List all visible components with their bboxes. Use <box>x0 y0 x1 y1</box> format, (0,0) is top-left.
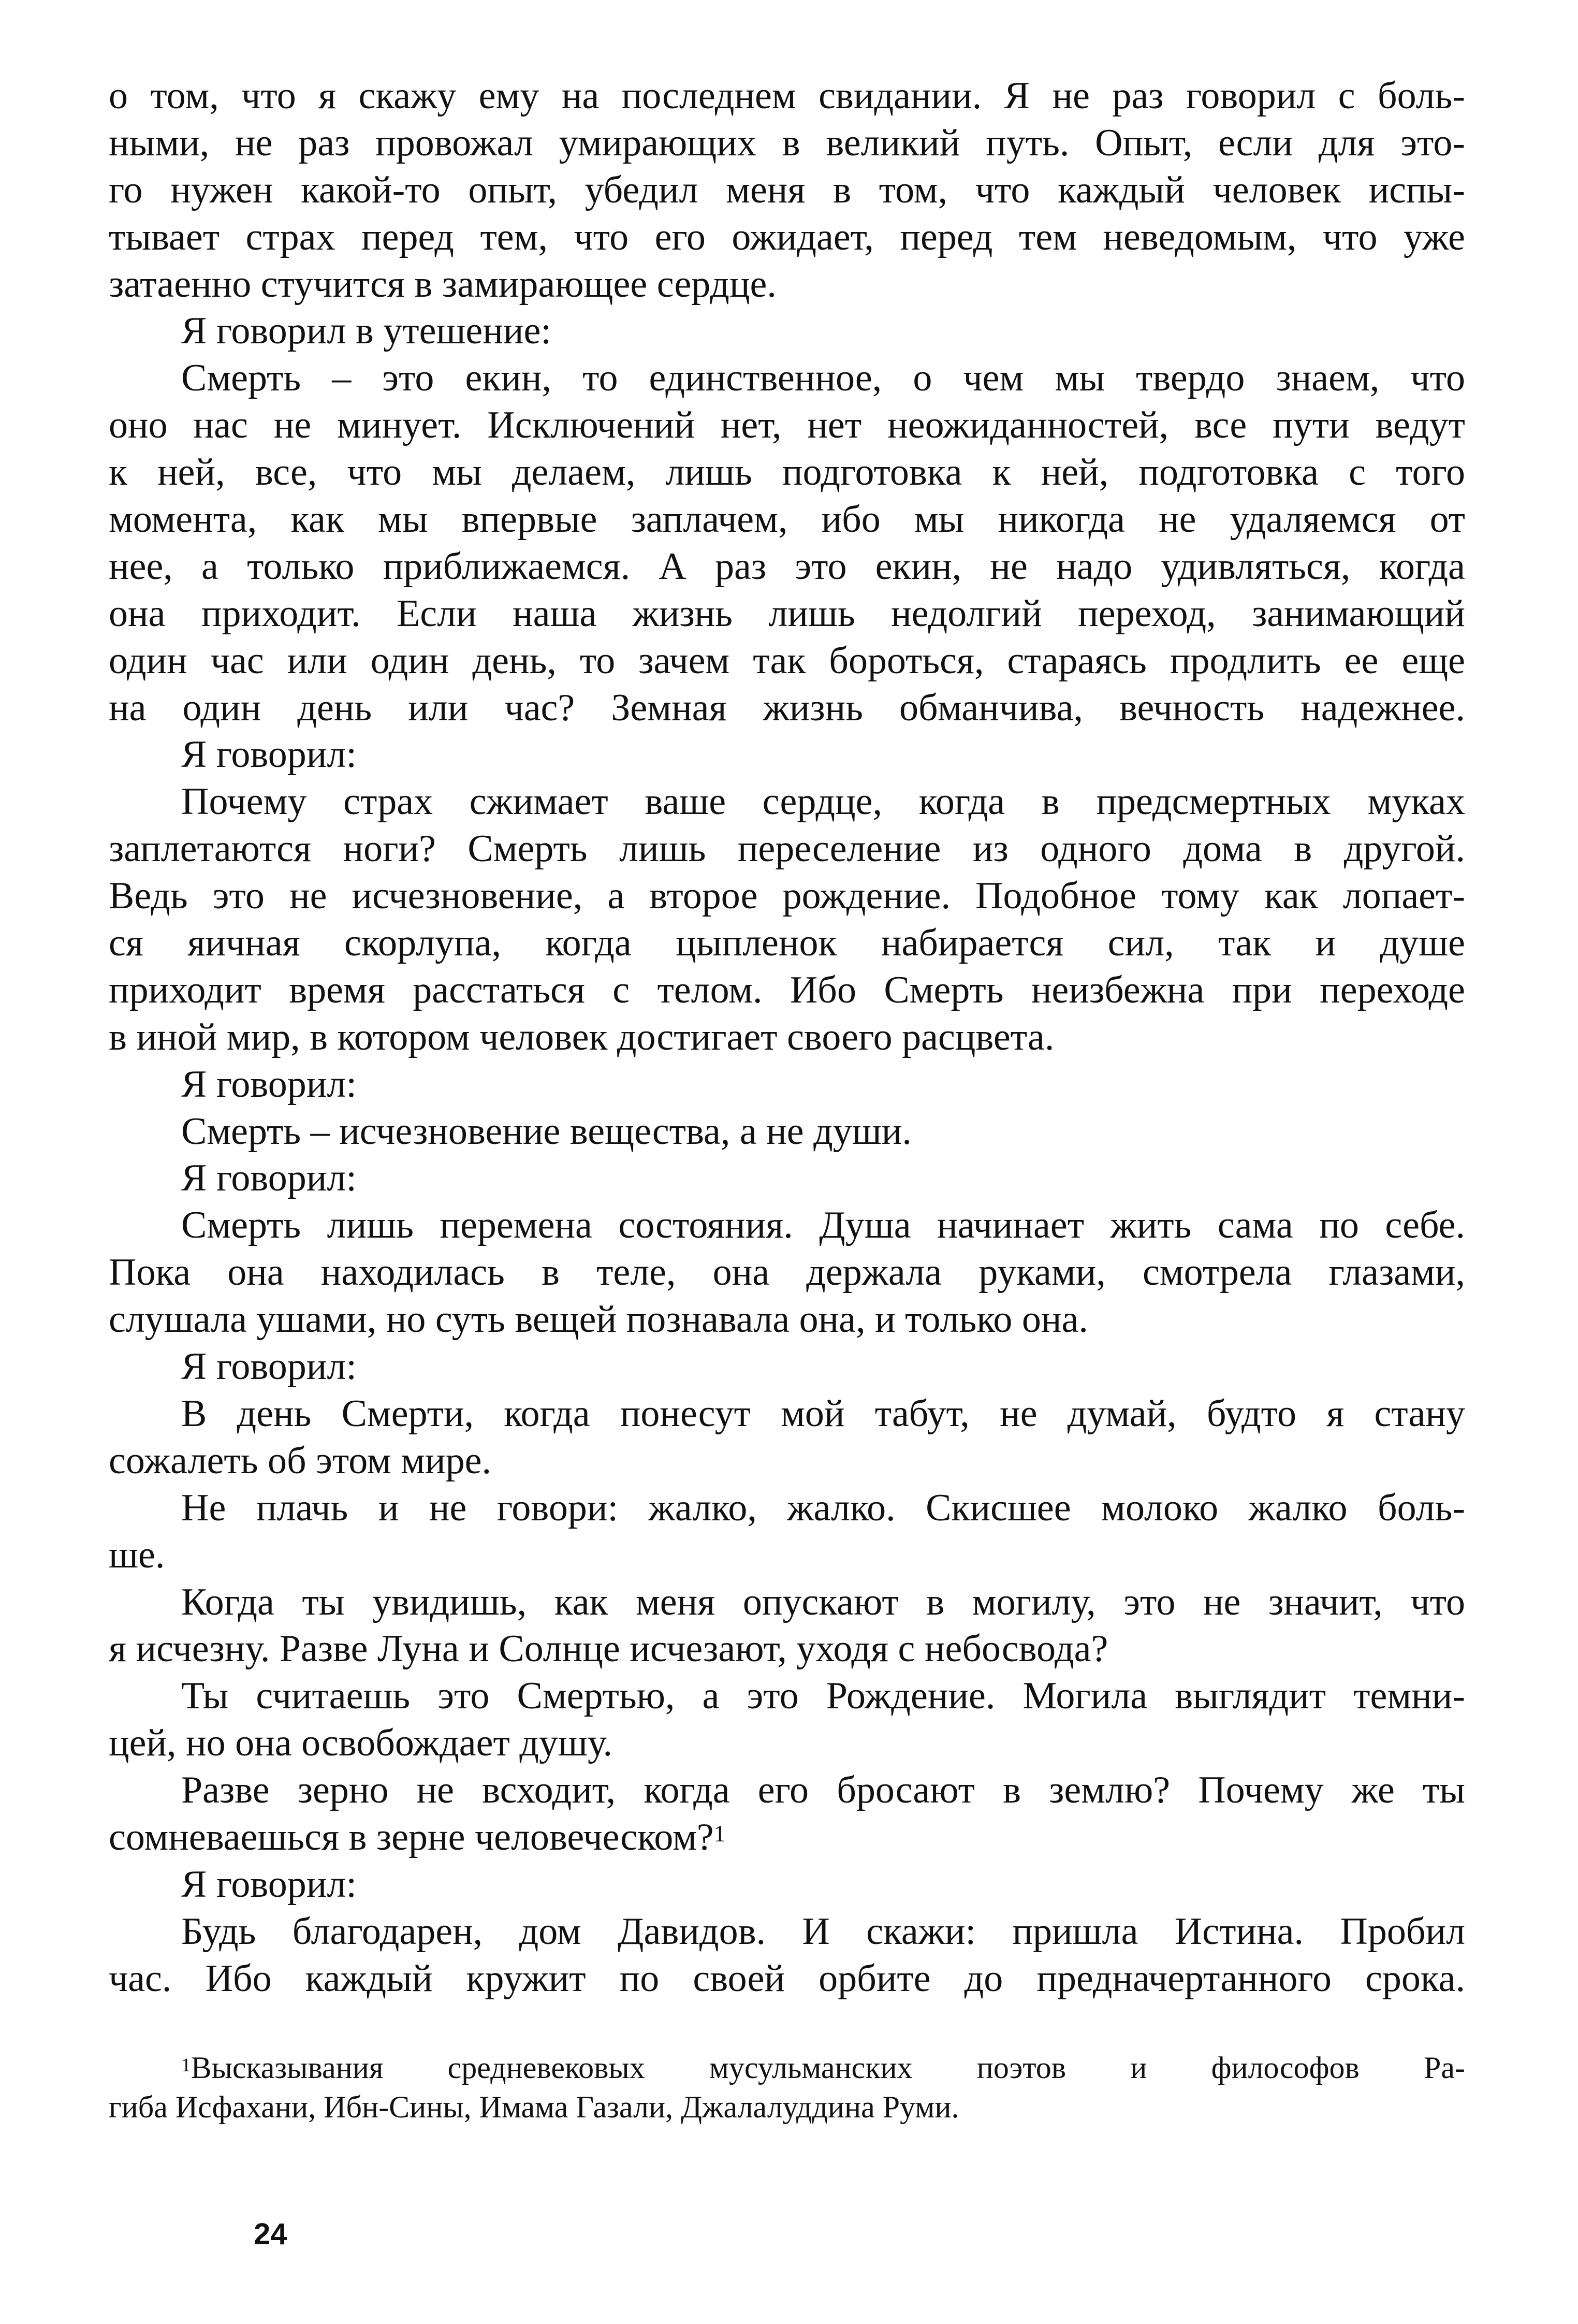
text-line: Разве зерно не всходит, когда его бросают в землю? Почему же ты <box>181 1769 1465 1812</box>
text-line: на один день или час? Земная жизнь обманчива, вечность надежнее. <box>109 686 1465 729</box>
text-line: я исчезну. Разве Луна и Солнце исчезают, уходя с небосвода? <box>109 1628 1108 1671</box>
text-line: заплетаются ноги? Смерть лишь переселение из одного дома в другой. <box>109 827 1465 870</box>
text-line: Когда ты увидишь, как меня опускают в могилу, это не значит, что <box>181 1580 1465 1623</box>
text-line: Я говорил в утешение: <box>181 310 551 353</box>
text-line: слушала ушами, но суть вещей познавала она, и только она. <box>109 1298 1088 1341</box>
text-line: нее, а только приближаемся. А раз это екин, не надо удивляться, когда <box>109 545 1465 588</box>
text-line: час. Ибо каждый кружит по своей орбите до предначертанного срока. <box>109 1957 1465 2000</box>
text-line-content: сомневаешься в зерне человеческом? <box>109 1815 714 1858</box>
text-line: Смерть – исчезновение вещества, а не души. <box>181 1110 912 1153</box>
text-line: го нужен какой-то опыт, убедил меня в том, что каждый человек испы- <box>109 168 1465 211</box>
text-line: Почему страх сжимает ваше сердце, когда в предсмертных муках <box>181 780 1465 823</box>
text-line: Ведь это не исчезновение, а второе рождение. Подобное тому как лопает- <box>109 875 1465 918</box>
footnote-text: Высказывания средневековых мусульманских поэтов и философов Ра- <box>191 2051 1465 2085</box>
main-text <box>109 72 1465 2002</box>
text-line: В день Смерти, когда понесут мой табут, не думай, будто я стану <box>181 1392 1465 1435</box>
text-line: один час или один день, то зачем так бороться, стараясь продлить ее еще <box>109 639 1465 682</box>
text-line: Я говорил: <box>181 1063 357 1106</box>
text-line: ше. <box>109 1533 165 1576</box>
footnote-line <box>109 2048 1465 2087</box>
text-line: Я говорил: <box>181 1157 357 1200</box>
text-line: Будь благодарен, дом Давидов. И скажи: пришла Истина. Пробил <box>181 1910 1465 1953</box>
text-line: Я говорил: <box>181 1863 357 1906</box>
text-line: о том, что я скажу ему на последнем свидании. Я не раз говорил с боль- <box>109 75 1465 117</box>
text-line: в иной мир, в котором человек достигает своего расцвета. <box>109 1015 1055 1058</box>
text-line: приходит время расстаться с телом. Ибо Смерть неизбежна при переходе <box>109 968 1465 1011</box>
text-line: Ты считаешь это Смертью, а это Рождение. Могила выглядит темни- <box>181 1675 1465 1718</box>
text-line: тывает страх перед тем, что его ожидает, перед тем неведомым, что уже <box>109 215 1465 258</box>
text-line: затаенно стучится в замирающее сердце. <box>109 263 777 306</box>
text-line: Пока она находилась в теле, она держала руками, смотрела глазами, <box>109 1251 1465 1294</box>
footnote-marker: 1 <box>181 2054 191 2076</box>
text-line: Смерть – это екин, то единственное, о чем мы твердо знаем, что <box>181 357 1465 400</box>
text-line: ся яичная скорлупа, когда цыпленок набирается сил, так и душе <box>109 922 1465 965</box>
text-line: она приходит. Если наша жизнь лишь недолгий переход, занимающий <box>109 592 1465 635</box>
text-line: Не плачь и не говори: жалко, жалко. Скисшее молоко жалко боль- <box>181 1486 1465 1529</box>
page-number: 24 <box>254 2217 287 2251</box>
text-line <box>109 1814 1465 1861</box>
text-line: сожалеть об этом мире. <box>109 1439 491 1482</box>
text-line: к ней, все, что мы делаем, лишь подготовка к ней, подготовка с того <box>109 451 1465 494</box>
text-line: цей, но она освобождает душу. <box>109 1722 613 1765</box>
text-line: Смерть лишь перемена состояния. Душа начинает жить сама по себе. <box>181 1204 1465 1247</box>
text-line: Я говорил: <box>181 733 357 776</box>
text-line: ными, не раз провожал умирающих в великий путь. Опыт, если для это- <box>109 121 1465 164</box>
footnote <box>109 2048 1465 2127</box>
text-line: Я говорил: <box>181 1345 357 1388</box>
text-line: момента, как мы впервые заплачем, ибо мы никогда не удаляемся от <box>109 498 1465 541</box>
footnote-reference: 1 <box>713 1820 726 1847</box>
text-line: оно нас не минует. Исключений нет, нет неожиданностей, все пути ведут <box>109 404 1465 447</box>
footnote-line: гиба Исфахани, Ибн-Сины, Имама Газали, Джалалуддина Руми. <box>109 2090 959 2124</box>
